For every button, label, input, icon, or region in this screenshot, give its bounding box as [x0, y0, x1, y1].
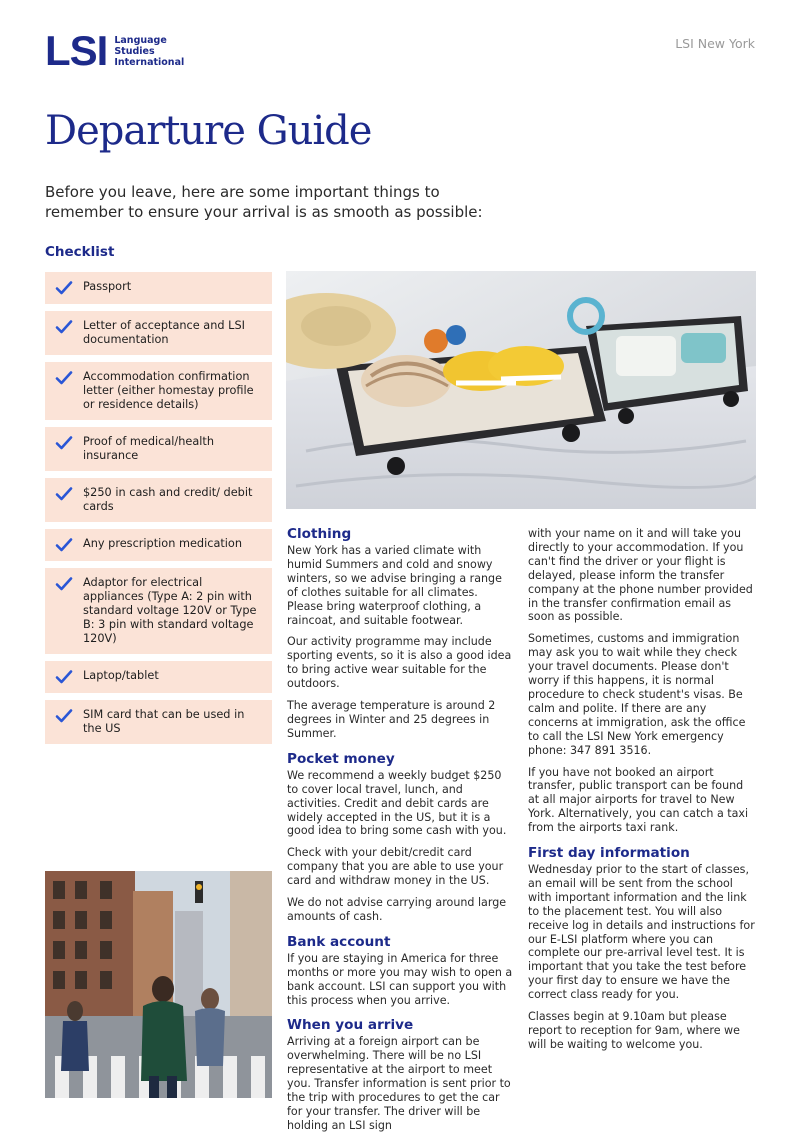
when-you-arrive-section	[287, 1017, 515, 1132]
checklist-heading: Checklist	[45, 244, 115, 260]
checkmark-icon	[55, 537, 75, 553]
checklist-item-label: Passport	[83, 280, 132, 293]
checkmark-icon	[55, 435, 75, 451]
checklist-item	[45, 362, 272, 420]
checklist-item	[45, 311, 272, 355]
paragraph: Classes begin at 9.10am but please report to reception for 9am, where we will be waiting to welcome you.	[528, 1010, 740, 1051]
checkmark-icon	[55, 576, 75, 592]
page-title: Departure Guide	[45, 108, 372, 154]
paragraph: The average temperature is around 2 degrees in Winter and 25 degrees in Summer.	[287, 699, 496, 740]
checklist	[45, 272, 272, 751]
paragraph: New York has a varied climate with humid Summers and cold and snowy winters, so we advise bringing a range of clothes suitable for all climates. Please bring waterproof clothing, a raincoat, and suitable footwear.	[287, 544, 502, 627]
checklist-item	[45, 568, 272, 654]
paragraph: We do not advise carrying around large amounts of cash.	[287, 896, 507, 923]
logo-line: Language	[114, 34, 167, 46]
lsi-logo	[45, 27, 185, 74]
paragraph: Arriving at a foreign airport can be overwhelming. There will be no LSI representative at the airport to meet you. Transfer information is sent prior to the trip with procedures to get the car for your transfer. The driver will be holding an LSI sign	[287, 1035, 511, 1132]
checkmark-icon	[55, 669, 75, 685]
checklist-item-label: Adaptor for electrical appliances (Type A: 2 pin with standard voltage 120V or Type B: 3 pin with standard voltage 120V)	[83, 576, 257, 645]
logo-wordmark	[114, 35, 184, 68]
when-you-arrive-continued	[528, 527, 756, 835]
section-heading: Clothing	[287, 526, 352, 542]
clothing-section	[287, 526, 515, 741]
logo-mark: LSI	[45, 27, 108, 74]
checklist-item	[45, 529, 272, 561]
section-heading: Pocket money	[287, 750, 395, 767]
checklist-item-label: Accommodation confirmation letter (either homestay profile or residence details)	[83, 370, 254, 411]
article-column-left	[287, 526, 515, 1143]
checklist-item-label: Proof of medical/health insurance	[83, 435, 214, 462]
paragraph: Sometimes, customs and immigration may ask you to wait while they check your travel documents. Please don't worry if this happens, it is normal procedure to check student's visas. Be calm and polite. If there are any concerns at immigration, ask the office to call the LSI New York emergency phone: 347 891 3516.	[528, 632, 746, 757]
paragraph: We recommend a weekly budget $250 to cover local travel, lunch, and activities. Credit and debit cards are widely accepted in the US, but it is a good idea to bring some cash with you.	[287, 768, 507, 838]
checklist-item	[45, 661, 272, 693]
checkmark-icon	[55, 319, 75, 335]
checklist-item-label: $250 in cash and credit/ debit cards	[83, 486, 253, 513]
checklist-item	[45, 427, 272, 471]
checklist-item-label: Any prescription medication	[83, 537, 243, 550]
new-york-street-photo	[45, 871, 272, 1098]
logo-line: International	[114, 56, 185, 68]
paragraph: Our activity programme may include sporting events, so it is also a good idea to bring active wear suitable for the outdoors.	[287, 635, 512, 691]
checklist-item-label: Letter of acceptance and LSI documentation	[83, 319, 245, 346]
paragraph: If you have not booked an airport transfer, public transport can be found at all major airports for travel to New York. Alternatively, you can catch a taxi from the airports taxi rank.	[528, 765, 749, 835]
checkmark-icon	[55, 370, 75, 386]
section-heading: When you arrive	[287, 1017, 414, 1034]
pocket-money-section	[287, 751, 515, 924]
checkmark-icon	[55, 486, 75, 502]
checkmark-icon	[55, 280, 75, 296]
checklist-item	[45, 478, 272, 522]
paragraph: Check with your debit/credit card company that you are able to use your card and withdraw money in the US.	[287, 846, 504, 888]
packed-suitcase-photo	[286, 271, 756, 509]
first-day-section	[528, 845, 756, 1052]
logo-line: Studies	[114, 45, 155, 57]
intro-text: Before you leave, here are some important things to remember to ensure your arrival is as smooth as possible:	[45, 183, 483, 221]
checklist-item	[45, 700, 272, 744]
checkmark-icon	[55, 708, 75, 724]
checklist-item-label: SIM card that can be used in the US	[83, 708, 245, 735]
paragraph: Wednesday prior to the start of classes, an email will be sent from the school with important information and the link to the placement test. You will also receive log in details and instructions for our E-LSI platform where you can complete our pre-arrival level test. It is important that you take the test before your first day to ensure we have the correct class ready for you.	[528, 863, 755, 1002]
school-location: LSI New York	[675, 36, 755, 51]
article-column-right	[528, 527, 756, 1062]
bank-account-section	[287, 934, 515, 1008]
section-heading: First day information	[528, 845, 690, 862]
paragraph: If you are staying in America for three months or more you may wish to open a bank account. LSI can support you with this process when you arrive.	[287, 951, 513, 1007]
checklist-item-label: Laptop/tablet	[83, 669, 159, 682]
section-heading: Bank account	[287, 933, 391, 950]
checklist-item	[45, 272, 272, 304]
paragraph: with your name on it and will take you directly to your accommodation. If you can't find the driver or your flight is delayed, please inform the transfer company at the phone number provided in the transfer confirmation email as soon as possible.	[528, 527, 753, 624]
